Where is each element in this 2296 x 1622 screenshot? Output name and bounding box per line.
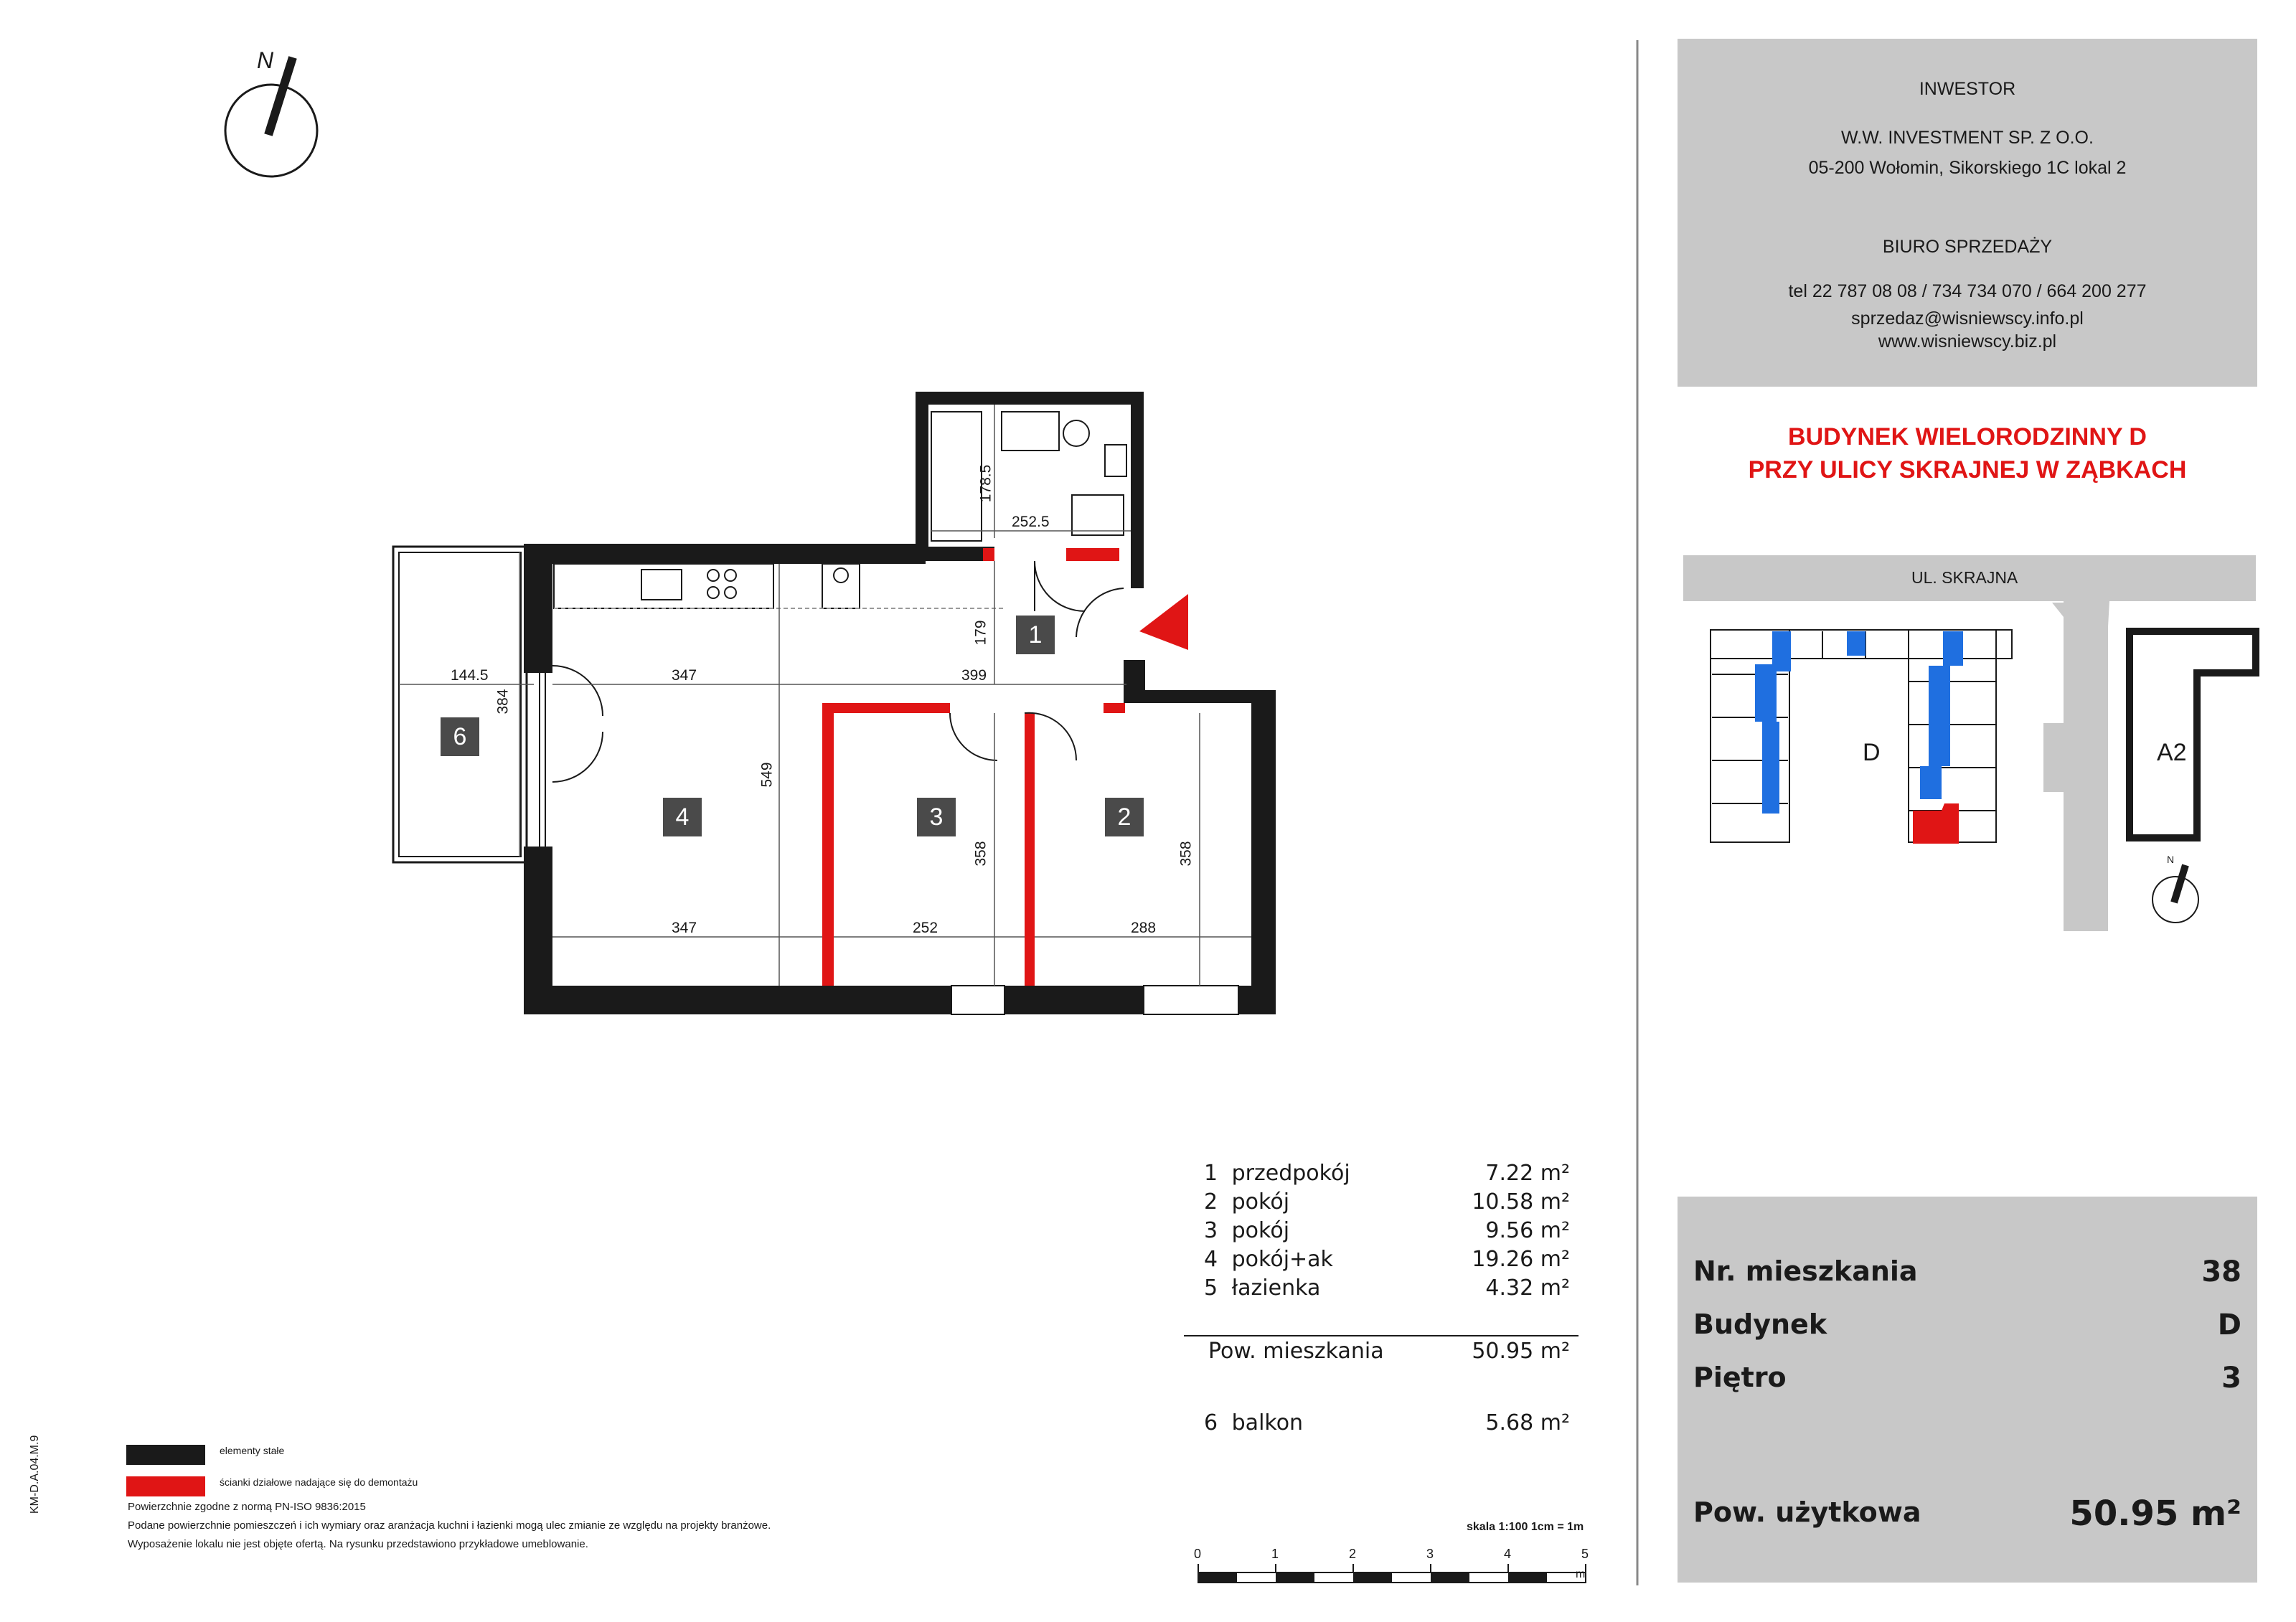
scale-unit: m	[1576, 1568, 1586, 1580]
street-label: UL. SKRAJNA	[1911, 568, 2018, 587]
dim-room3-width: 252	[913, 920, 938, 936]
dim-room3-height: 358	[972, 841, 989, 867]
sales-website[interactable]: www.wisniewscy.biz.pl	[1878, 331, 2057, 352]
note-standard: Powierzchnie zgodne z normą PN-ISO 9836:2015	[128, 1501, 366, 1513]
dim-hall-width: 399	[961, 667, 987, 684]
area-row-4	[1204, 1247, 1333, 1272]
scale-tick-0: 0	[1194, 1547, 1202, 1561]
room-label-2: 2	[1105, 798, 1144, 836]
project-title-line1: BUDYNEK WIELORODZINNY D	[1788, 423, 2147, 451]
area-row-name: przedpokój	[1231, 1161, 1350, 1186]
area-total-label: Pow. mieszkania	[1208, 1339, 1384, 1364]
dim-bath-width: 252.5	[1012, 514, 1050, 530]
area-row-name: pokój	[1231, 1218, 1290, 1243]
north-arrow-icon	[225, 57, 317, 176]
area-row-3-value: 9.56 m²	[1485, 1218, 1570, 1243]
area-row-5	[1204, 1276, 1320, 1301]
building-label: Budynek	[1693, 1309, 1827, 1340]
legend-fixed-swatch	[126, 1445, 205, 1465]
area-row-num: 2	[1204, 1189, 1218, 1215]
scale-tick-3: 3	[1426, 1547, 1434, 1561]
area-row-name: balkon	[1231, 1410, 1304, 1435]
site-north-arrow-icon	[2152, 865, 2198, 923]
scale-tick-5: 5	[1581, 1547, 1589, 1561]
investor-heading: INWESTOR	[1919, 79, 2016, 99]
room-label-1: 1	[1016, 616, 1055, 654]
area-row-num: 5	[1204, 1276, 1218, 1301]
note-changes: Podane powierzchnie pomieszczeń i ich wymiary oraz aranżacja kuchni i łazienki mogą ulec zmianie ze względu na projekty branżowe.	[128, 1519, 771, 1532]
usable-area-label: Pow. użytkowa	[1693, 1496, 1921, 1528]
dim-hall-height: 179	[972, 620, 989, 646]
legend-removable-swatch	[126, 1476, 205, 1496]
area-row-name: pokój	[1231, 1189, 1290, 1215]
site-building-label: D	[1863, 739, 1881, 766]
dim-room4-height: 549	[758, 762, 776, 788]
scale-label: skala 1:100 1cm = 1m	[1467, 1521, 1584, 1533]
area-row-3	[1204, 1218, 1289, 1243]
area-row-num: 1	[1204, 1161, 1218, 1186]
area-row-num: 4	[1204, 1247, 1218, 1272]
scale-tick-1: 1	[1271, 1547, 1279, 1561]
usable-area-value: 50.95 m²	[2069, 1494, 2241, 1534]
area-row-5-value: 4.32 m²	[1485, 1276, 1570, 1301]
investor-address: 05-200 Wołomin, Sikorskiego 1C lokal 2	[1808, 158, 2127, 178]
dim-room2-width: 288	[1131, 920, 1157, 936]
summary-panel	[1678, 1197, 2257, 1583]
dim-bath-height: 178.5	[977, 464, 994, 503]
area-row-4-value: 19.26 m²	[1472, 1247, 1570, 1272]
room-label-6: 6	[441, 717, 479, 756]
room-label-3: 3	[917, 798, 956, 836]
scale-tick-2: 2	[1349, 1547, 1357, 1561]
area-row-name: pokój+ak	[1231, 1247, 1333, 1272]
sales-email[interactable]: sprzedaz@wisniewscy.info.pl	[1851, 308, 2084, 329]
area-row-num: 6	[1204, 1410, 1218, 1435]
legend-removable-label: ścianki działowe nadające się do demontażu	[220, 1476, 418, 1488]
note-equipment: Wyposażenie lokalu nie jest objęte ofertą. Na rysunku przedstawiono przykładowe umeblowanie.	[128, 1538, 588, 1550]
compass-north-letter: N	[257, 47, 274, 73]
entrance-marker	[1139, 594, 1188, 650]
area-row-name: łazienka	[1231, 1276, 1321, 1301]
apartment-number-value: 38	[2201, 1255, 2241, 1288]
dim-room2-height: 358	[1177, 841, 1195, 867]
site-neighbor-label: A2	[2157, 739, 2187, 766]
area-total-value: 50.95 m²	[1472, 1339, 1570, 1364]
dim-room4-bottom: 347	[672, 920, 697, 936]
legend-fixed-label: elementy stałe	[220, 1445, 285, 1456]
area-balcony-value: 5.68 m²	[1485, 1410, 1570, 1435]
area-row-1	[1204, 1161, 1350, 1186]
dim-room4-top: 347	[672, 667, 697, 684]
sales-office-heading: BIURO SPRZEDAŻY	[1882, 237, 2053, 257]
room-label-4: 4	[663, 798, 702, 836]
investor-company: W.W. INVESTMENT SP. Z O.O.	[1841, 128, 2094, 148]
removable-walls	[822, 548, 1125, 986]
scale-tick-4: 4	[1504, 1547, 1512, 1561]
apartment-number-label: Nr. mieszkania	[1693, 1255, 1918, 1287]
area-row-2	[1204, 1189, 1289, 1215]
dim-balcony-height: 384	[494, 689, 512, 715]
area-row-1-value: 7.22 m²	[1485, 1161, 1570, 1186]
investor-panel	[1678, 39, 2257, 387]
dim-balcony-width: 144.5	[451, 667, 489, 684]
area-balcony	[1204, 1410, 1303, 1435]
site-north-letter: N	[2167, 854, 2175, 865]
floor-value: 3	[2221, 1362, 2241, 1395]
floor-label: Piętro	[1693, 1362, 1787, 1393]
area-row-2-value: 10.58 m²	[1472, 1189, 1570, 1215]
project-title-line2: PRZY ULICY SKRAJNEJ W ZĄBKACH	[1748, 456, 2187, 484]
area-row-num: 3	[1204, 1218, 1218, 1243]
drawing-code: KM-D.A.04.M.9	[29, 1435, 41, 1514]
scale-bar	[1198, 1564, 1586, 1583]
sales-phones: tel 22 787 08 08 / 734 734 070 / 664 200 277	[1788, 281, 2147, 301]
building-value: D	[2217, 1309, 2241, 1342]
